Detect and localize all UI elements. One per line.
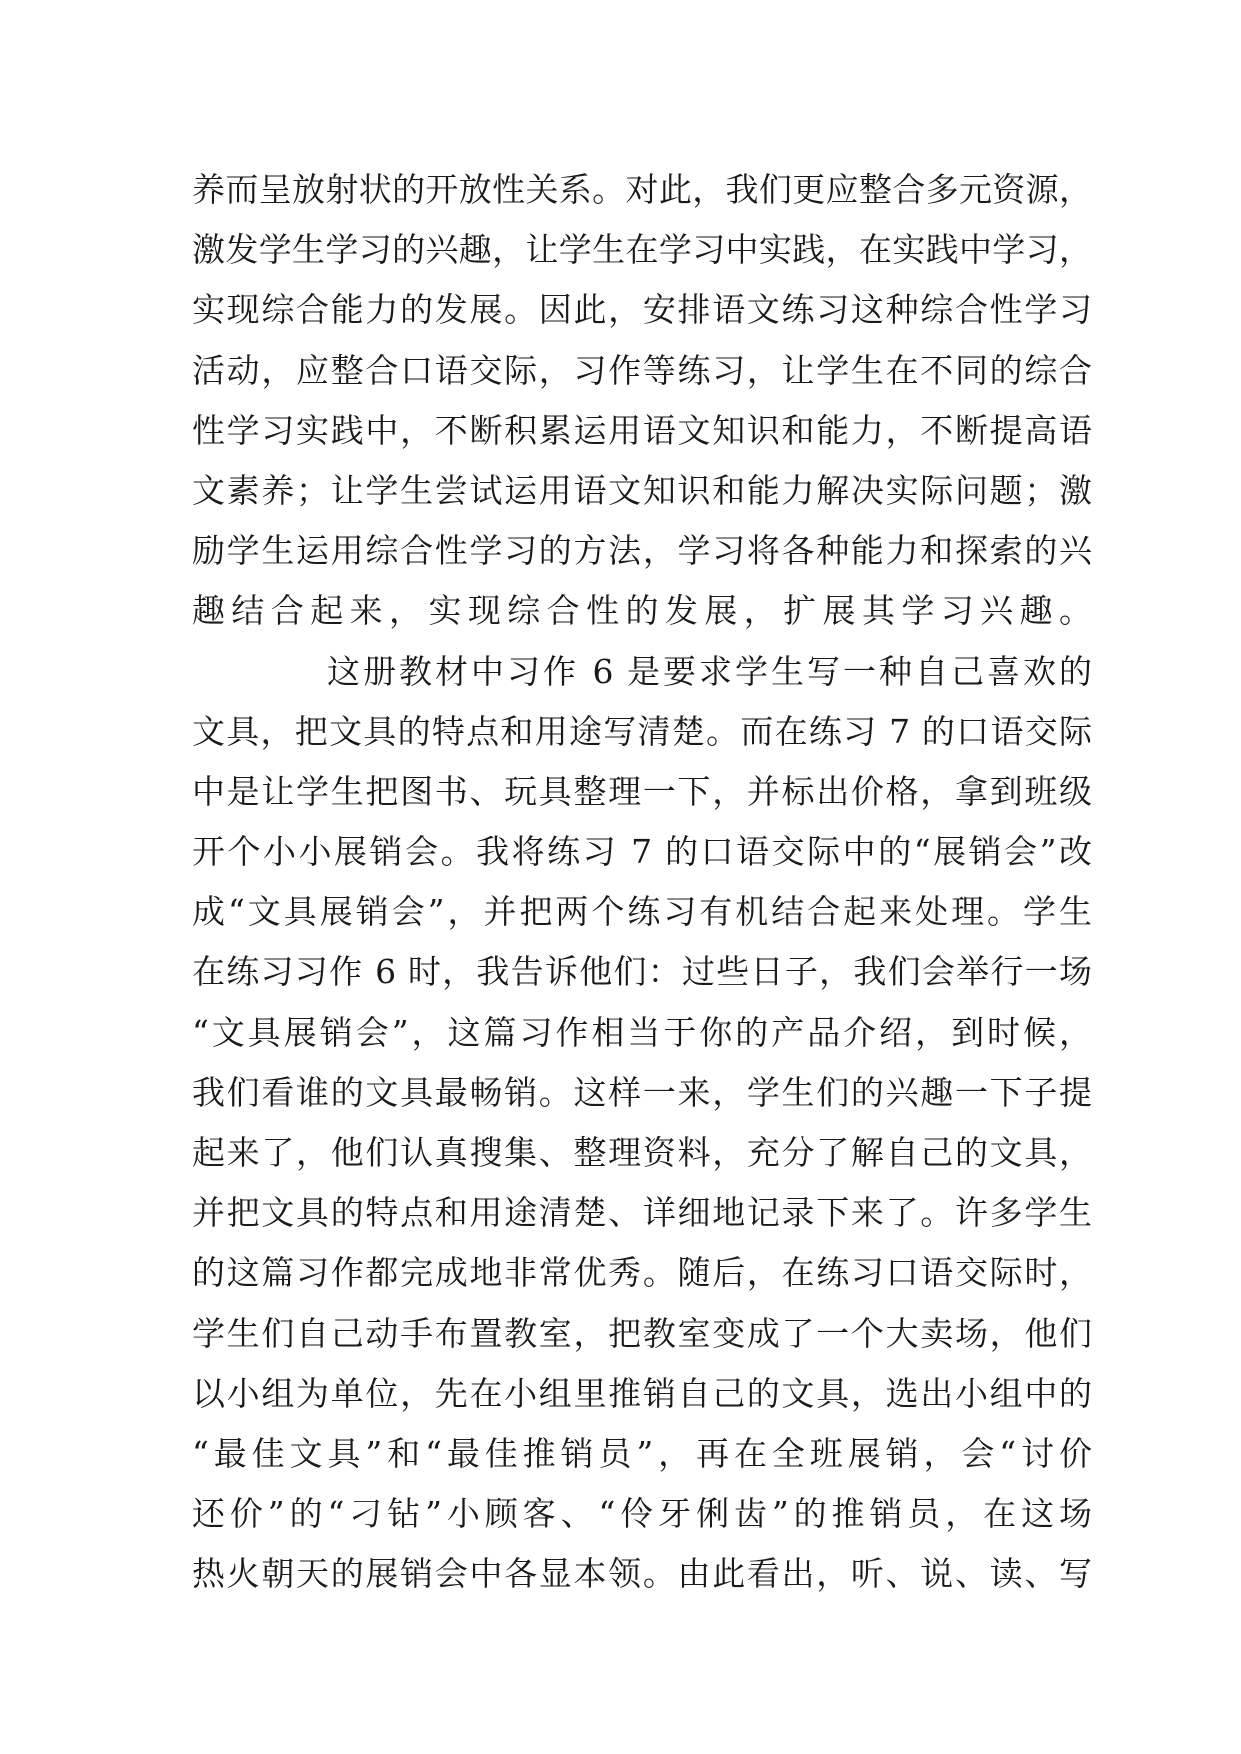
body-text (192, 160, 1092, 1605)
text-line: 热火朝天的展销会中各显本领。由此看出，听、说、读、写 (192, 1554, 1092, 1594)
text-line: 养而呈放射状的开放性关系。对此，我们更应整合多元资源， (192, 170, 1092, 209)
paragraph-start-line: 这册教材中习作 6 是要求学生写一种自己喜欢的 (327, 651, 1092, 691)
text-line: 起来了，他们认真搜集、整理资料，充分了解自己的文具， (192, 1133, 1092, 1172)
text-line: “文具展销会”，这篇习作相当于你的产品介绍，到时候， (192, 1012, 1092, 1052)
text-line: 文具，把文具的特点和用途写清楚。而在练习 7 的口语交际 (192, 711, 1092, 751)
text-line: 还价”的“刁钻”小顾客、“伶牙俐齿”的推销员，在这场 (192, 1494, 1092, 1534)
text-line: 的这篇习作都完成地非常优秀。随后，在练习口语交际时， (192, 1253, 1092, 1293)
text-line: 实现综合能力的发展。因此，安排语文练习这种综合性学习 (192, 290, 1092, 330)
text-line: “最佳文具”和“最佳推销员”，再在全班展销，会“讨价 (192, 1433, 1092, 1473)
text-line: 开个小小展销会。我将练习 7 的口语交际中的“展销会”改 (192, 832, 1092, 872)
text-line: 活动，应整合口语交际，习作等练习，让学生在不同的综合 (192, 350, 1092, 390)
text-line: 并把文具的特点和用途清楚、详细地记录下来了。许多学生 (192, 1193, 1092, 1233)
text-line: 趣结合起来，实现综合性的发展，扩展其学习兴趣。 (192, 591, 1092, 631)
text-line: 激发学生学习的兴趣，让学生在学习中实践，在实践中学习， (192, 230, 1092, 270)
text-line: 学生们自己动手布置教室，把教室变成了一个大卖场，他们 (192, 1313, 1092, 1353)
text-line: 中是让学生把图书、玩具整理一下，并标出价格，拿到班级 (192, 771, 1092, 811)
text-line: 成“文具展销会”，并把两个练习有机结合起来处理。学生 (192, 892, 1092, 932)
text-line: 文素养；让学生尝试运用语文知识和能力解决实际问题；激 (192, 470, 1092, 510)
text-line: 以小组为单位，先在小组里推销自己的文具，选出小组中的 (192, 1373, 1092, 1413)
text-line: 在练习习作 6 时，我告诉他们：过些日子，我们会举行一场 (192, 952, 1092, 992)
text-line: 励学生运用综合性学习的方法，学习将各种能力和探索的兴 (192, 531, 1092, 571)
text-line: 我们看谁的文具最畅销。这样一来，学生们的兴趣一下子提 (192, 1072, 1092, 1112)
text-line: 性学习实践中，不断积累运用语文知识和能力，不断提高语 (192, 410, 1092, 450)
